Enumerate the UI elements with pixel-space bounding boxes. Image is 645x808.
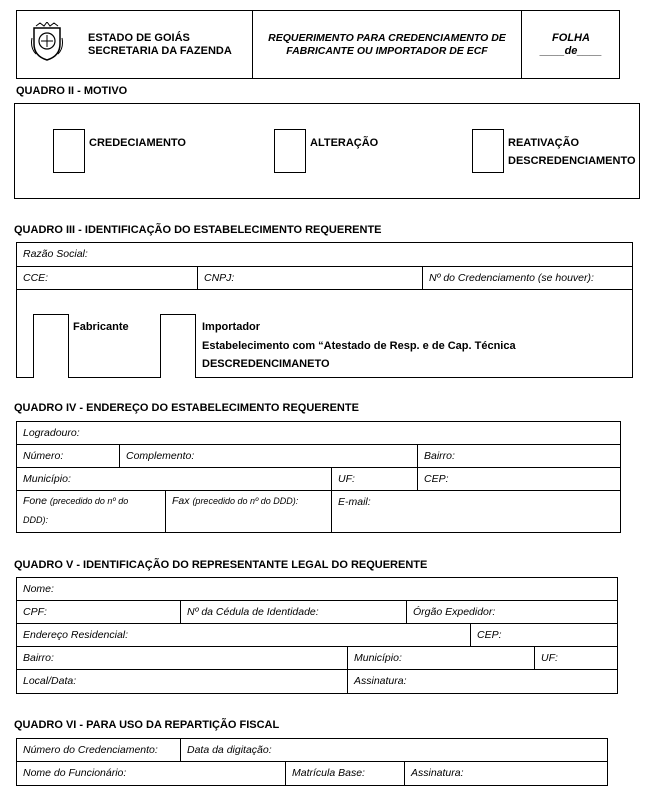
estabelecimento-label: Estabelecimento com “Atestado de Resp. e de Cap. Técnica <box>202 340 516 352</box>
rep-cep-field[interactable]: CEP: <box>471 624 617 647</box>
folha-blank[interactable]: ____de____ <box>540 45 602 57</box>
fax-note: (precedido do nº do DDD): <box>192 496 299 506</box>
matricula-base-field[interactable]: Matrícula Base: <box>286 762 405 785</box>
fabricante-label: Fabricante <box>73 321 129 333</box>
importador-checkbox[interactable] <box>160 314 196 378</box>
fone-field[interactable] <box>17 491 166 532</box>
reativacao-checkbox[interactable] <box>472 129 504 173</box>
uf-field[interactable]: UF: <box>332 468 418 491</box>
folha-box <box>522 32 620 58</box>
credenciamento-checkbox[interactable] <box>53 129 85 173</box>
q2-title: QUADRO II - MOTIVO <box>16 85 128 97</box>
fabricante-checkbox[interactable] <box>33 314 69 378</box>
fax-field[interactable] <box>166 491 332 532</box>
data-digitacao-field[interactable]: Data da digitação: <box>181 739 607 762</box>
bairro-field[interactable]: Bairro: <box>418 445 620 468</box>
q4-title: QUADRO IV - ENDEREÇO DO ESTABELECIMENTO REQUERENTE <box>14 402 359 414</box>
local-data-field[interactable]: Local/Data: <box>17 670 348 693</box>
form-title-line-1: REQUERIMENTO PARA CREDENCIAMENTO DE <box>268 32 506 44</box>
logradouro-field[interactable]: Logradouro: <box>17 422 620 445</box>
fone-note-2: DDD): <box>23 515 48 525</box>
state-seal-icon <box>30 22 64 62</box>
razao-social-field[interactable]: Razão Social: <box>17 243 632 267</box>
complemento-field[interactable]: Complemento: <box>120 445 418 468</box>
credenciamento-label: CREDECIAMENTO <box>89 137 186 149</box>
alteracao-label: ALTERAÇÃO <box>310 137 379 149</box>
q5-title: QUADRO V - IDENTIFICAÇÃO DO REPRESENTANTE LEGAL DO REQUERENTE <box>14 559 428 571</box>
cnpj-field[interactable]: CNPJ: <box>198 267 423 290</box>
nome-field[interactable]: Nome: <box>17 578 617 601</box>
cep-field[interactable]: CEP: <box>418 468 620 491</box>
numero-credenciamento-field[interactable]: Número do Credenciamento: <box>17 739 181 762</box>
form-title-line-2: FABRICANTE OU IMPORTADOR DE ECF <box>286 45 488 57</box>
rep-assinatura-field[interactable]: Assinatura: <box>354 675 407 687</box>
credenciamento-number-field[interactable]: Nº do Credenciamento (se houver): <box>423 267 632 290</box>
alteracao-checkbox[interactable] <box>274 129 306 173</box>
rep-municipio-field[interactable]: Município: <box>348 647 535 670</box>
q6-title: QUADRO VI - PARA USO DA REPARTIÇÃO FISCAL <box>14 719 280 731</box>
fone-label: Fone <box>23 495 47 507</box>
org-line-2: SECRETARIA DA FAZENDA <box>88 45 232 57</box>
email-field[interactable]: E-mail: <box>338 496 371 508</box>
q2-box <box>14 103 640 199</box>
importador-label: Importador <box>202 321 261 333</box>
descredenciamento-label: DESCREDENCIAMENTO <box>508 155 636 167</box>
cedula-field[interactable]: Nº da Cédula de Identidade: <box>181 601 407 624</box>
orgao-expedidor-field[interactable]: Órgão Expedidor: <box>407 601 617 624</box>
funcionario-assinatura-field[interactable]: Assinatura: <box>411 767 464 779</box>
nome-funcionario-field[interactable]: Nome do Funcionário: <box>17 762 286 785</box>
org-line-1: ESTADO DE GOIÁS <box>88 32 190 44</box>
rep-uf-field[interactable]: UF: <box>535 647 617 670</box>
fone-note-1: (precedido do nº do <box>49 496 129 506</box>
form-title <box>253 32 521 58</box>
rep-bairro-field[interactable]: Bairro: <box>17 647 348 670</box>
cpf-field[interactable]: CPF: <box>17 601 181 624</box>
org-name <box>88 32 232 58</box>
numero-field[interactable]: Número: <box>17 445 120 468</box>
descredenciamento-text: DESCREDENCIMANETO <box>202 358 330 370</box>
municipio-field[interactable]: Município: <box>17 468 332 491</box>
endereco-residencial-field[interactable]: Endereço Residencial: <box>17 624 471 647</box>
fax-label: Fax <box>172 495 190 507</box>
q3-title: QUADRO III - IDENTIFICAÇÃO DO ESTABELECIMENTO REQUERENTE <box>14 224 382 236</box>
folha-label: FOLHA <box>552 32 590 44</box>
cce-field[interactable]: CCE: <box>17 267 198 290</box>
reativacao-label: REATIVAÇÃO <box>508 137 580 149</box>
